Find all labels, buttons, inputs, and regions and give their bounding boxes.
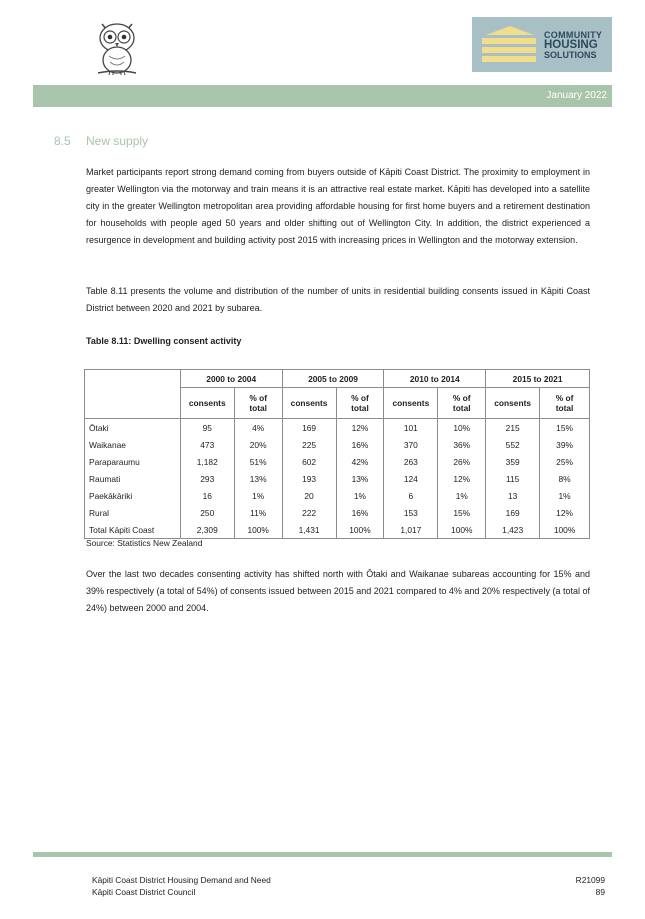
header-consents: consents [384,388,438,419]
pct-total-cell: 10% [438,419,486,437]
subarea-name: Raumati [85,470,181,487]
section-number: 8.5 [54,134,71,148]
pct-total-cell: 39% [540,436,590,453]
header-consents: consents [486,388,540,419]
pct-total-cell: 11% [234,504,282,521]
consents-cell: 222 [282,504,336,521]
pct-total-cell: 100% [540,521,590,539]
table-row [85,487,590,504]
header-pct-total: % of total [540,388,590,419]
logo-bars-icon [478,23,540,67]
consents-cell: 169 [282,419,336,437]
header-period: 2005 to 2009 [282,370,384,388]
consents-cell: 370 [384,436,438,453]
pct-total-cell: 13% [234,470,282,487]
pct-total-cell: 16% [336,436,384,453]
consents-cell: 1,431 [282,521,336,539]
footer-right [576,874,605,898]
subarea-name: Ōtaki [85,419,181,437]
header-pct-total: % of total [336,388,384,419]
logo-line-solutions: SOLUTIONS [544,49,597,60]
consents-cell: 225 [282,436,336,453]
footer-rule [33,852,612,857]
pct-total-cell: 1% [438,487,486,504]
table-row [85,419,590,437]
table-source: Source: Statistics New Zealand [86,538,203,548]
consents-cell: 2,309 [180,521,234,539]
header-period: 2015 to 2021 [486,370,590,388]
logo-text [544,30,602,60]
header-period: 2010 to 2014 [384,370,486,388]
pct-total-cell: 13% [336,470,384,487]
pct-total-cell: 12% [540,504,590,521]
header-consents: consents [282,388,336,419]
consents-cell: 95 [180,419,234,437]
consents-cell: 1,017 [384,521,438,539]
page-number: 89 [595,887,605,897]
pct-total-cell: 51% [234,453,282,470]
dwelling-consent-table [84,369,590,539]
header-subarea [85,370,181,419]
pct-total-cell: 4% [234,419,282,437]
footer-report-title: Kāpiti Coast District Housing Demand and Need [92,875,271,885]
pct-total-cell: 100% [234,521,282,539]
pct-total-cell: 100% [336,521,384,539]
subarea-name: Rural [85,504,181,521]
consents-cell: 473 [180,436,234,453]
community-housing-solutions-logo [472,17,612,72]
report-date: January 2022 [546,90,607,101]
consents-cell: 1,423 [486,521,540,539]
table-body [85,419,590,539]
table-row [85,504,590,521]
consents-cell: 124 [384,470,438,487]
pct-total-cell: 20% [234,436,282,453]
pct-total-cell: 1% [540,487,590,504]
paragraph-northward-shift: Over the last two decades consenting activity has shifted north with Ōtaki and Waikanae subareas accounting for 15% and 39% respectively (a total of 54%) of consents issued between 2015 and 2021 compared to 4% and 20% respectively (a total of 24%) between 2000 and 2004. [86,569,590,613]
table-row [85,470,590,487]
pct-total-cell: 8% [540,470,590,487]
paragraph-market-demand: Market participants report strong demand coming from buyers outside of Kāpiti Coast District. The proximity to employment in greater Wellington via the motorway and train means it is an attractive real estate market. Kāpiti has developed into a satellite city in the greater Wellington metropolitan area providing affordable housing for first home buyers and a retirement destination for households with people aged 50 years and older shifting out of Wellington City. In addition, the district experienced a resurgence in development and building activity post 2015 with increasing prices in Wellington and the motorway extension. [86,167,590,245]
consents-cell: 215 [486,419,540,437]
consents-cell: 153 [384,504,438,521]
table-title: Table 8.11: Dwelling consent activity [86,336,242,346]
consents-cell: 169 [486,504,540,521]
consents-cell: 552 [486,436,540,453]
pct-total-cell: 1% [234,487,282,504]
consents-cell: 20 [282,487,336,504]
consents-cell: 193 [282,470,336,487]
header-period: 2000 to 2004 [180,370,282,388]
subarea-name: Total Kāpiti Coast [85,521,181,539]
header-pct-total: % of total [438,388,486,419]
footer-council: Kāpiti Coast District Council [92,887,196,897]
footer-left [92,874,271,898]
subarea-name: Paekākāriki [85,487,181,504]
pct-total-cell: 15% [438,504,486,521]
logo-line-housing: HOUSING [544,38,598,51]
pct-total-cell: 15% [540,419,590,437]
footer-report-code: R21099 [575,875,605,885]
consents-cell: 602 [282,453,336,470]
consents-cell: 263 [384,453,438,470]
consents-cell: 101 [384,419,438,437]
consents-cell: 16 [180,487,234,504]
pct-total-cell: 36% [438,436,486,453]
consents-cell: 115 [486,470,540,487]
logo-line-community: COMMUNITY [544,29,603,40]
table-row [85,436,590,453]
subarea-name: Paraparaumu [85,453,181,470]
section-title: New supply [86,134,149,148]
pct-total-cell: 16% [336,504,384,521]
header-pct-total: % of total [234,388,282,419]
subarea-name: Waikanae [85,436,181,453]
consents-cell: 359 [486,453,540,470]
consents-cell: 13 [486,487,540,504]
consents-cell: 1,182 [180,453,234,470]
pct-total-cell: 12% [336,419,384,437]
pct-total-cell: 42% [336,453,384,470]
section-heading [54,134,148,148]
table-row [85,521,590,539]
consents-cell: 6 [384,487,438,504]
consents-cell: 293 [180,470,234,487]
pct-total-cell: 26% [438,453,486,470]
pct-total-cell: 25% [540,453,590,470]
table-row [85,453,590,470]
pct-total-cell: 100% [438,521,486,539]
paragraph-table-intro: Table 8.11 presents the volume and distribution of the number of units in residential building consents issued in Kāpiti Coast District between 2020 and 2021 by subarea. [86,286,590,313]
header-band [33,85,612,107]
consents-cell: 250 [180,504,234,521]
header-consents: consents [180,388,234,419]
owl-logo-icon [92,16,142,76]
pct-total-cell: 1% [336,487,384,504]
pct-total-cell: 12% [438,470,486,487]
